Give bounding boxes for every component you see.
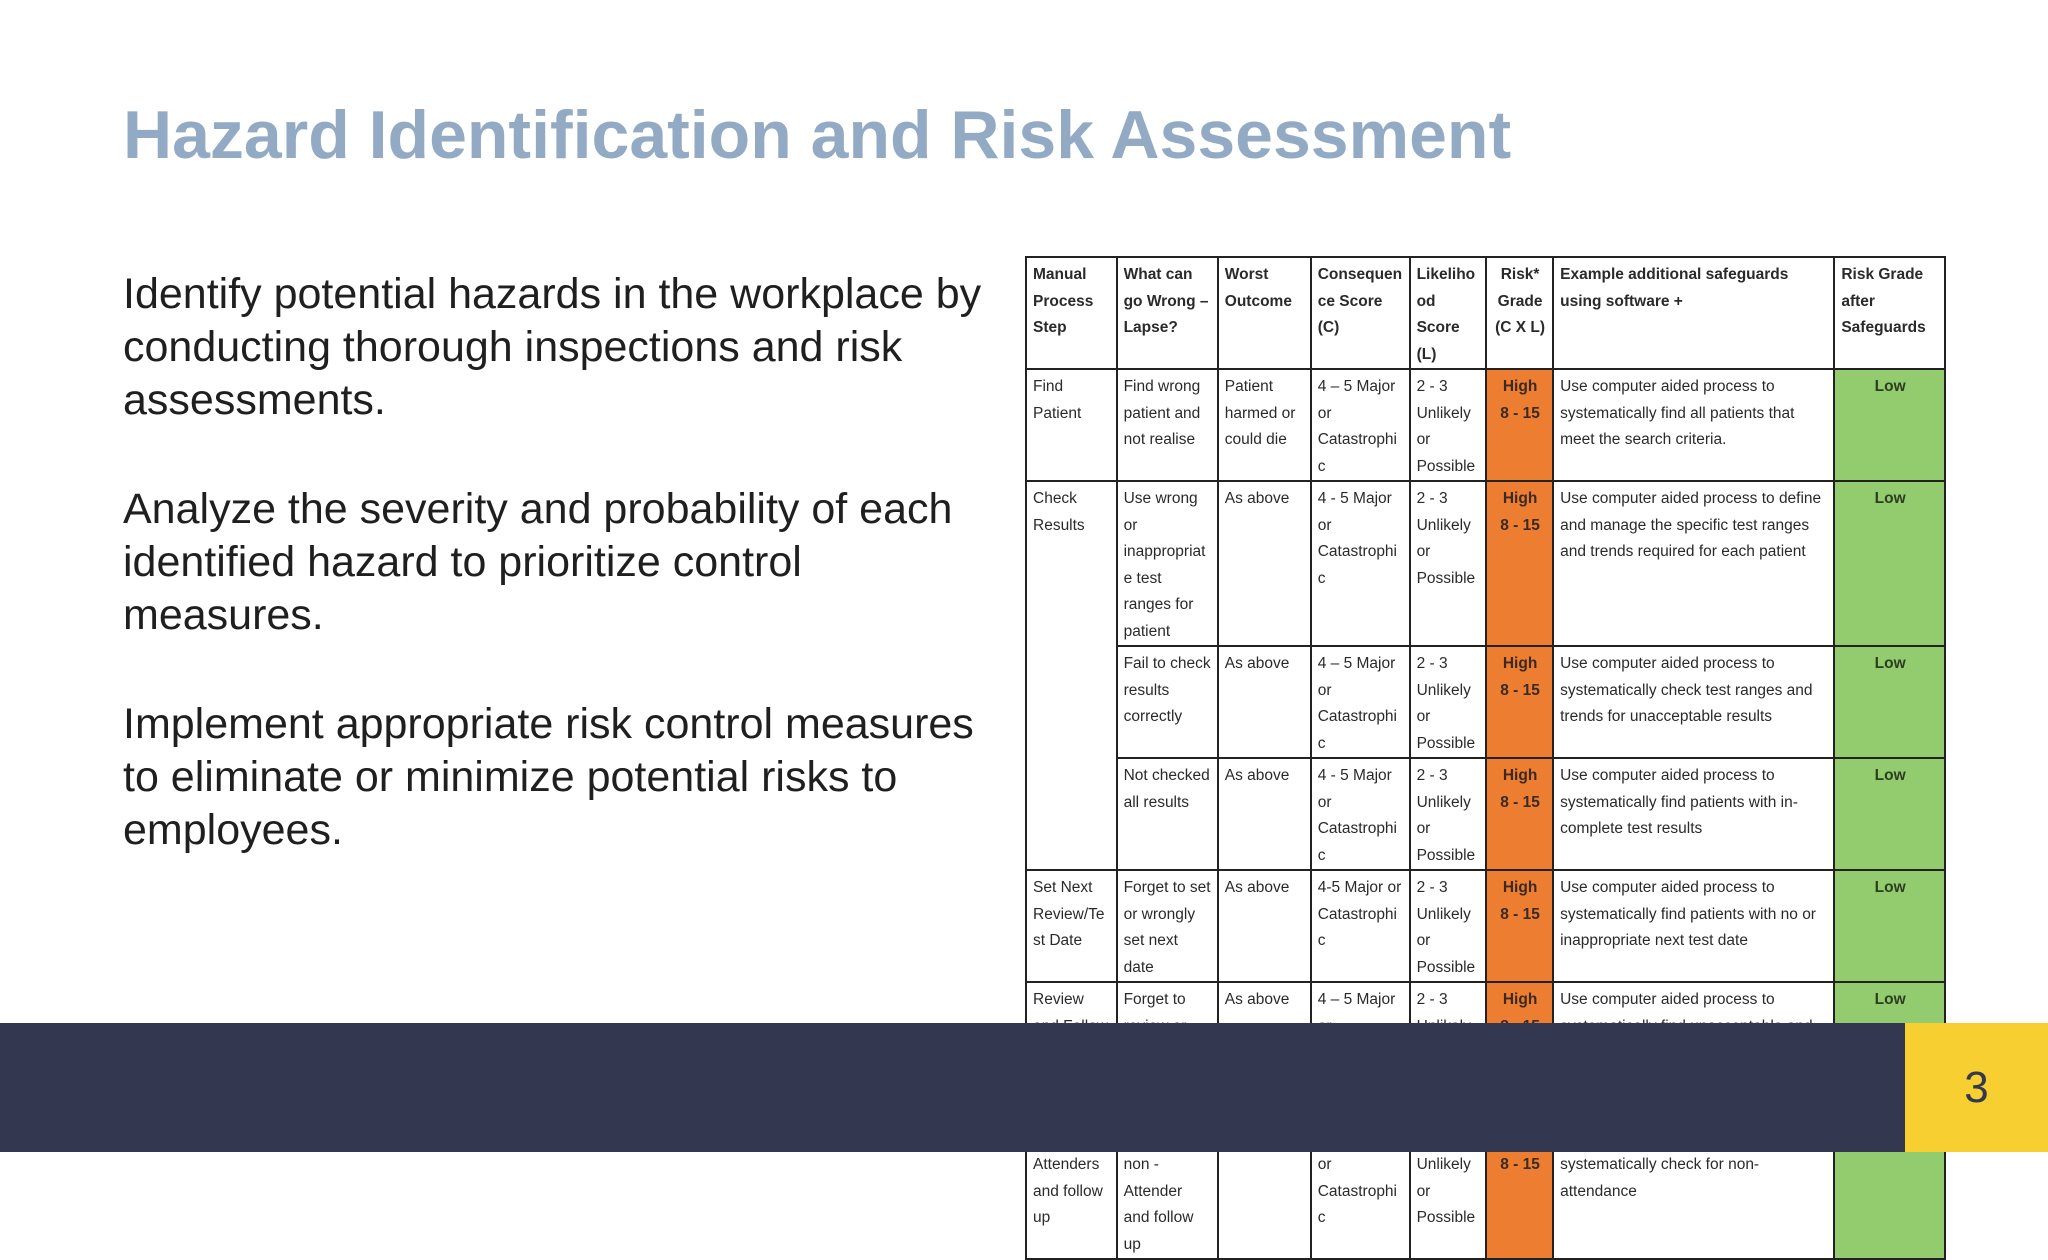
header-risk-after-safeguards: Risk Grade after Safeguards bbox=[1834, 257, 1945, 369]
risk-grade-range: 8 - 15 bbox=[1500, 404, 1540, 422]
risk-grade-label: High bbox=[1502, 991, 1538, 1008]
cell-what-can-go-wrong: Not checked all results bbox=[1117, 758, 1218, 870]
cell-safeguard: systematically check for non-attendance bbox=[1553, 1121, 1834, 1260]
risk-grade-label: High bbox=[1502, 378, 1538, 395]
cell-worst-outcome: Patient harmed or could die bbox=[1218, 369, 1311, 481]
footer-bar bbox=[0, 1023, 1905, 1152]
risk-grade-range: 8 - 15 bbox=[1500, 681, 1540, 699]
cell-risk-after: Low bbox=[1834, 646, 1945, 758]
cell-likelihood: 2 - 3 Unlikely or Possible bbox=[1410, 870, 1486, 982]
cell-likelihood: 2 - 3 Unlikely or Possible bbox=[1410, 369, 1486, 481]
risk-grade-range: 8 - 15 bbox=[1500, 793, 1540, 811]
header-risk-grade: Risk* Grade (C X L) bbox=[1486, 257, 1553, 369]
header-worst-outcome: Worst Outcome bbox=[1218, 257, 1311, 369]
cell-process-step: Attenders and follow up bbox=[1026, 1121, 1117, 1260]
page-number: 3 bbox=[1964, 1062, 1989, 1112]
cell-safeguard: Use computer aided process to define and manage the specific test ranges and trends required for each patient bbox=[1553, 481, 1834, 646]
header-what-can-go-wrong: What can go Wrong – Lapse? bbox=[1117, 257, 1218, 369]
cell-risk-grade bbox=[1486, 870, 1553, 982]
risk-assessment-table-image bbox=[1025, 256, 1946, 1253]
cell-safeguard: Use computer aided process to bbox=[1553, 982, 1834, 1121]
risk-grade-label: High bbox=[1502, 879, 1538, 896]
cell-what-can-go-wrong: Fail to check results correctly bbox=[1117, 646, 1218, 758]
slide-title: Hazard Identification and Risk Assessment bbox=[123, 97, 1512, 173]
cell-safeguard: Use computer aided process to systematically find patients with in-complete test results bbox=[1553, 758, 1834, 870]
cell-consequence: 4 - 5 Major or Catastrophic bbox=[1311, 481, 1410, 646]
body-text bbox=[123, 268, 1013, 913]
table-row bbox=[1026, 870, 1945, 982]
cell-worst-outcome: As above bbox=[1218, 758, 1311, 870]
paragraph-identify-hazards: Identify potential hazards in the workplace by conducting thorough inspections and risk assessments. bbox=[123, 270, 982, 424]
risk-grade-range: 8 - 15 bbox=[1500, 905, 1540, 923]
cell-consequence: 4 – 5 Major or Catastrophic bbox=[1311, 646, 1410, 758]
cell-risk-grade bbox=[1486, 646, 1553, 758]
paragraph-implement-controls: Implement appropriate risk control measures to eliminate or minimize potential risks to employees. bbox=[123, 700, 974, 854]
cell-risk-grade bbox=[1486, 369, 1553, 481]
cell-process-step: Review bbox=[1026, 982, 1117, 1121]
table-header-row bbox=[1026, 257, 1945, 369]
cell-risk-after: Low bbox=[1834, 369, 1945, 481]
cell-consequence: or Catastrophic bbox=[1311, 1121, 1410, 1260]
cell-risk-after: Low bbox=[1834, 982, 1945, 1121]
risk-grade-label: High bbox=[1502, 490, 1538, 507]
cell-safeguard: Use computer aided process to systematically check test ranges and trends for unacceptable results bbox=[1553, 646, 1834, 758]
cell-what-can-go-wrong: non -Attender and follow up bbox=[1117, 1121, 1218, 1260]
page-number-box bbox=[1905, 1023, 2048, 1152]
cell-consequence: 4 – 5 Major bbox=[1311, 982, 1410, 1121]
header-consequence-score: Consequence Score (C) bbox=[1311, 257, 1410, 369]
cell-process-step: Set Next Review/Test Date bbox=[1026, 870, 1117, 982]
cell-what-can-go-wrong: Forget to bbox=[1117, 982, 1218, 1121]
cell-process-step: Find Patient bbox=[1026, 369, 1117, 481]
cell-likelihood: 2 - 3 Unlikely or Possible bbox=[1410, 481, 1486, 646]
cell-what-can-go-wrong: Forget to set or wrongly set next date bbox=[1117, 870, 1218, 982]
cell-likelihood: 2 - 3 Unlikely or Possible bbox=[1410, 646, 1486, 758]
cell-risk-grade bbox=[1486, 481, 1553, 646]
paragraph-analyze-severity: Analyze the severity and probability of each identified hazard to prioritize control measures. bbox=[123, 485, 953, 639]
table-row bbox=[1026, 369, 1945, 481]
cell-process-step: Check Results bbox=[1026, 481, 1117, 870]
cell-worst-outcome: As above bbox=[1218, 982, 1311, 1121]
cell-risk-grade bbox=[1486, 758, 1553, 870]
risk-grade-label: High bbox=[1502, 655, 1538, 672]
risk-grade-range: 8 - 15 bbox=[1500, 1156, 1540, 1173]
cell-worst-outcome: As above bbox=[1218, 481, 1311, 646]
header-process-step: Manual Process Step bbox=[1026, 257, 1117, 369]
table-row bbox=[1026, 646, 1945, 758]
cell-risk-after: Low bbox=[1834, 481, 1945, 646]
cell-what-can-go-wrong: Find wrong patient and not realise bbox=[1117, 369, 1218, 481]
cell-consequence: 4 - 5 Major or Catastrophic bbox=[1311, 758, 1410, 870]
cell-worst-outcome: As above bbox=[1218, 646, 1311, 758]
cell-risk-after: Low bbox=[1834, 870, 1945, 982]
cell-consequence: 4-5 Major or Catastrophic bbox=[1311, 870, 1410, 982]
risk-grade-label: High bbox=[1502, 767, 1538, 784]
table-row bbox=[1026, 758, 1945, 870]
cell-likelihood: 2 - 3 bbox=[1410, 982, 1486, 1121]
cell-safeguard: Use computer aided process to systematically find patients with no or inappropriate next test date bbox=[1553, 870, 1834, 982]
cell-safeguard: Use computer aided process to systematically find all patients that meet the search criteria. bbox=[1553, 369, 1834, 481]
table-row bbox=[1026, 481, 1945, 646]
risk-grade-range: 8 - 15 bbox=[1500, 516, 1540, 534]
cell-consequence: 4 – 5 Major or Catastrophic bbox=[1311, 369, 1410, 481]
cell-what-can-go-wrong: Use wrong or inappropriate test ranges for patient bbox=[1117, 481, 1218, 646]
cell-worst-outcome: As above bbox=[1218, 870, 1311, 982]
header-safeguards: Example additional safeguards using software + bbox=[1553, 257, 1834, 369]
cell-likelihood: 2 - 3 Unlikely or Possible bbox=[1410, 758, 1486, 870]
cell-likelihood: Unlikely or Possible bbox=[1410, 1121, 1486, 1260]
header-likelihood-score: Likelihood Score (L) bbox=[1410, 257, 1486, 369]
cell-risk-after: Low bbox=[1834, 758, 1945, 870]
